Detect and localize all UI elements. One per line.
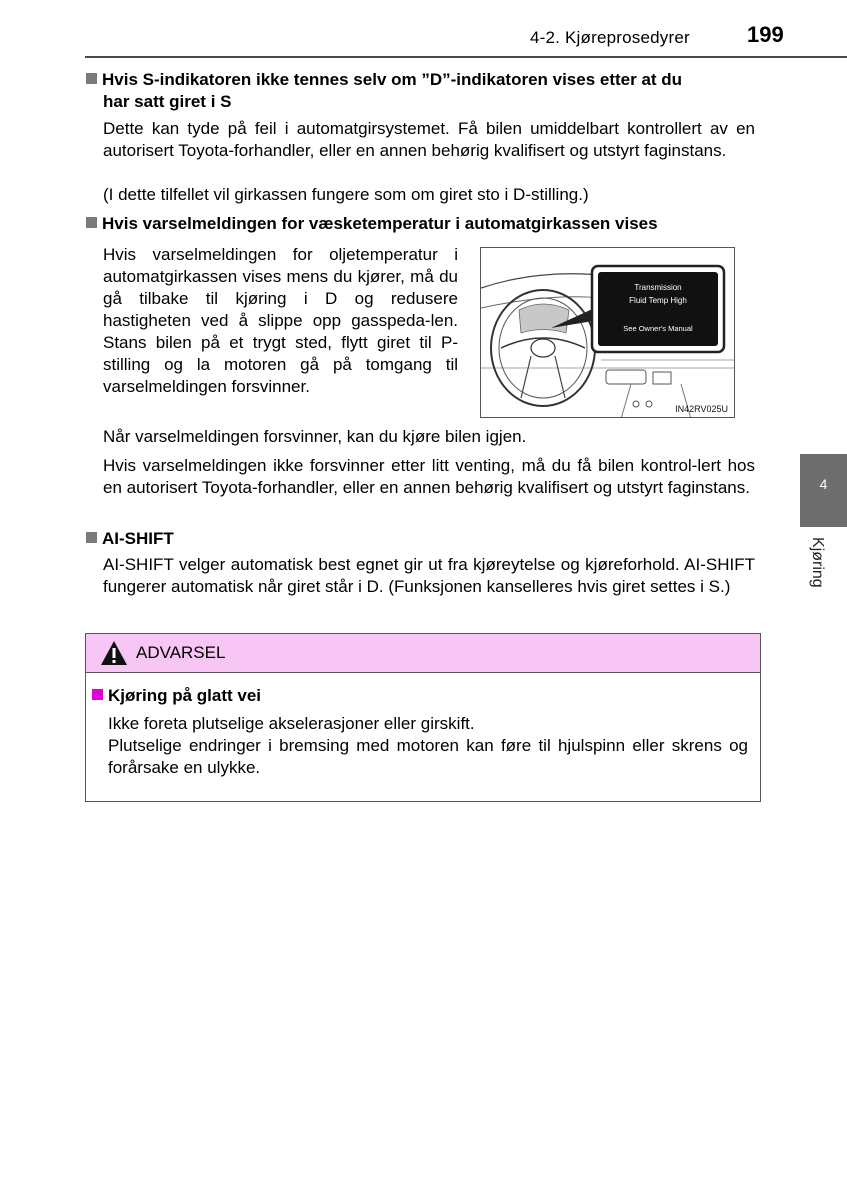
section-heading-s-indicator: Hvis S-indikatoren ikke tennes selv om ”D”-indikatoren vises etter at du har satt giret i S xyxy=(86,69,766,113)
display-line-3: See Owner's Manual xyxy=(623,324,693,333)
paragraph: Hvis varselmeldingen ikke forsvinner etter litt venting, må du få bilen kontrol-lert hos en autorisert Toyota-forhandler, eller en annen behørig kvalifisert og utstyrt faginstans. xyxy=(103,456,755,497)
section-heading-fluid-temp: Hvis varselmeldingen for væsketemperatur i automatgirkassen vises xyxy=(86,213,658,235)
paragraph: AI-SHIFT velger automatisk best egnet gir ut fra kjøreytelse og kjøreforhold. AI-SHIFT fungerer automatisk når giret står i D. (Funksjonen kanselleres hvis giret settes i S.) xyxy=(103,555,755,596)
chapter-label: Kjøring xyxy=(809,537,826,588)
paragraph: (I dette tilfellet vil girkassen fungere som om giret sto i D-stilling.) xyxy=(103,185,589,204)
paragraph: Når varselmeldingen forsvinner, kan du kjøre bilen igjen. xyxy=(103,427,527,446)
dashboard-drawing xyxy=(481,248,735,418)
bullet-square-icon xyxy=(86,532,97,543)
bullet-square-icon xyxy=(86,73,97,84)
section-heading-ai-shift: AI-SHIFT xyxy=(86,528,174,550)
warning-title: Kjøring på glatt vei xyxy=(92,686,261,706)
chapter-tab xyxy=(800,454,847,527)
page-number: 199 xyxy=(747,22,784,47)
warning-triangle-icon xyxy=(100,640,128,666)
warning-header xyxy=(86,634,760,673)
section-title: 4-2. Kjøreprosedyrer xyxy=(530,28,690,47)
display-line-1: Transmission xyxy=(634,283,682,292)
bullet-square-icon xyxy=(92,689,103,700)
paragraph: Dette kan tyde på feil i automatgirsystemet. Få bilen umiddelbart kontrollert av en autorisert Toyota-forhandler, eller en annen behørig kvalifisert og utstyrt faginstans. xyxy=(103,119,755,160)
warning-label: ADVARSEL xyxy=(136,643,226,662)
chapter-number: 4 xyxy=(819,476,828,492)
warning-box xyxy=(85,633,761,802)
bullet-square-icon xyxy=(86,217,97,228)
header-divider xyxy=(85,56,847,58)
dashboard-illustration xyxy=(480,247,735,418)
figure-code: IN42RV025U xyxy=(675,404,728,414)
paragraph: Hvis varselmeldingen for oljetemperatur i automatgirkassen vises mens du kjører, må du gå tilbake til kjøring i D og redusere hastigheten ved å slippe opp gasspeda-len. Stans bilen på et trygt sted, flytt giret til P-stilling og la motoren gå på tomgang til varselmeldingen forsvinner. xyxy=(103,245,458,396)
warning-text: Ikke foreta plutselige akselerasjoner eller girskift. Plutselige endringer i bremsing med motoren kan føre til hjulspinn eller skrens og forårsake en ulykke. xyxy=(108,714,748,777)
display-line-2: Fluid Temp High xyxy=(629,296,687,305)
